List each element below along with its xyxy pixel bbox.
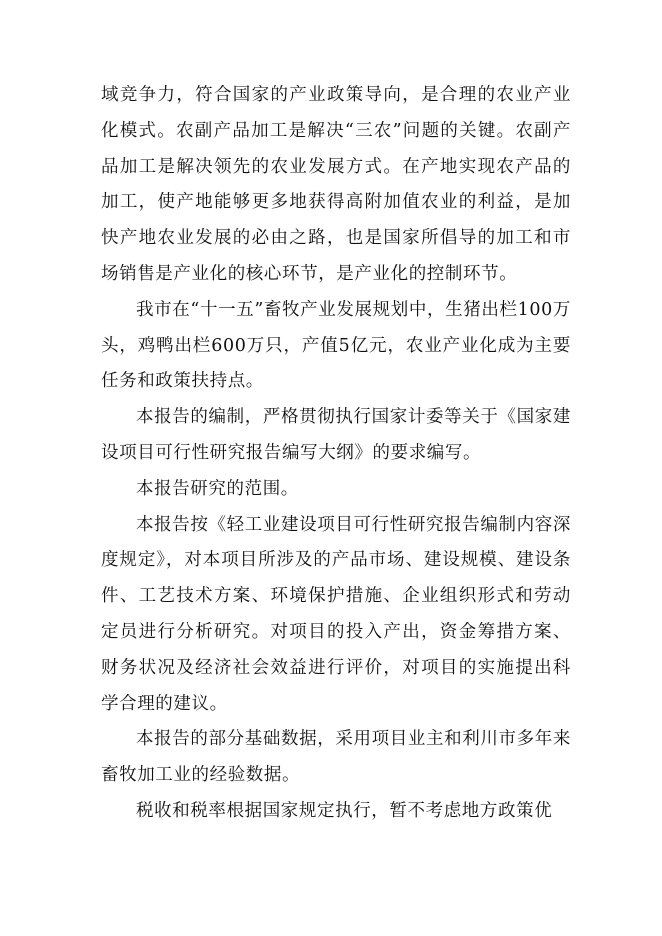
paragraph-analysis-basis: 本报告按《轻工业建设项目可行性研究报告编制内容深度规定》，对本项目所涉及的产品市场、建设规模、建设条件、工艺技术方案、环境保护措施、企业组织形式和劳动定员进行分析研究。对项目的投入产出，资金筹措方案、财务状况及经济社会效益进行评价，对项目的实施提出科学合理的建议。 bbox=[101, 514, 571, 714]
paragraph-continuation: 域竞争力，符合国家的产业政策导向，是合理的农业产业化模式。农副产品加工是解决“三农”问题的关键。农副产品加工是解决领先的农业发展方式。在产地实现农产品的加工，使产地能够更多地获得高附加值农业的利益，是加快产地农业发展的必由之路，也是国家所倡导的加工和市场销售是产业化的核心环节，是产业化的控制环节。 bbox=[101, 85, 571, 284]
paragraph-base-data: 本报告的部分基础数据，采用项目业主和利川市多年来畜牧加工业的经验数据。 bbox=[101, 729, 571, 786]
paragraph-tax: 税收和税率根据国家规定执行，暂不考虑地方政策优 bbox=[136, 800, 553, 821]
paragraph-livestock-plan: 我市在“十一五”畜牧产业发展规划中，生猪出栏100万头，鸡鸭出栏600万只，产值5亿元，农业产业化成为主要任务和政策扶持点。 bbox=[101, 299, 571, 392]
paragraph-report-compilation: 本报告的编制，严格贯彻执行国家计委等关于《国家建设项目可行性研究报告编写大纲》的要求编写。 bbox=[101, 407, 571, 463]
paragraph-research-scope: 本报告研究的范围。 bbox=[136, 478, 299, 499]
document-body bbox=[101, 78, 571, 830]
